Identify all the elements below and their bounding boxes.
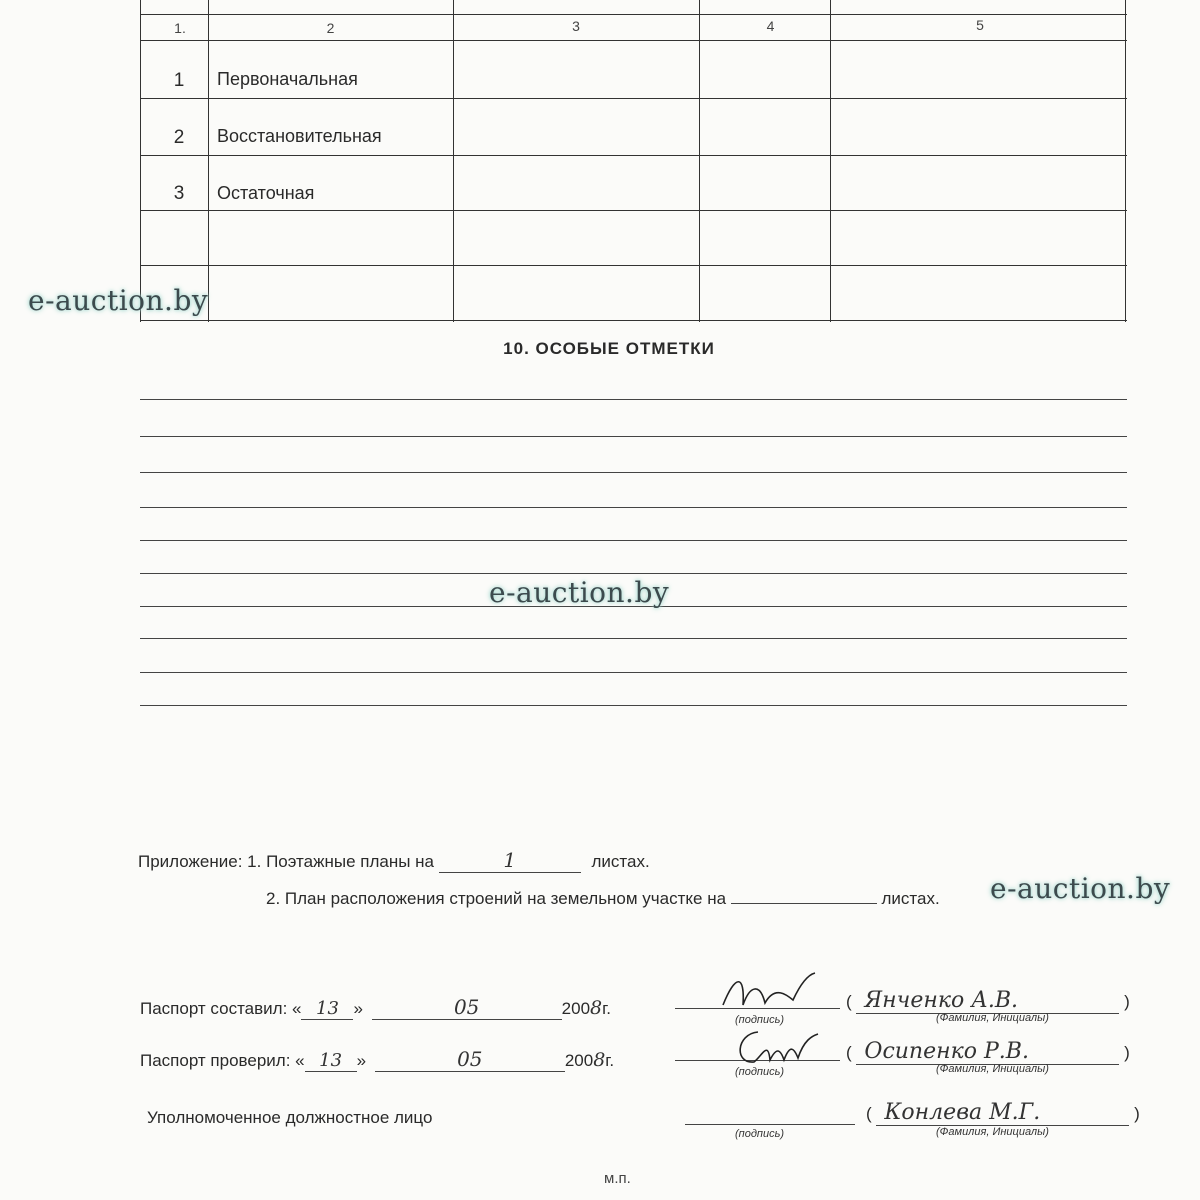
passport-checked-day: 13 [305,1050,357,1072]
column-number-2: 2 [326,20,335,36]
passport-compiled-label: Паспорт составил: « [140,999,302,1018]
signature-checked [728,1026,823,1070]
caption-signature-3: (подпись) [735,1128,785,1140]
stamp-place: м.п. [604,1170,631,1187]
authorized-official-label: Уполномоченное должностное лицо [147,1108,433,1127]
passport-compiled-day: 13 [301,998,353,1020]
caption-signature-2: (подпись) [735,1066,785,1078]
row-1-label: Первоначальная [217,69,358,89]
attachment-1-suffix: листах. [591,852,650,871]
close-paren: ) [1124,992,1130,1011]
authorized-official-name-field [866,1100,1140,1126]
caption-signature-1: (подпись) [735,1014,785,1026]
passport-checked-row [140,1047,614,1072]
passport-compiled-month: 05 [372,995,562,1020]
cost-table [140,0,1127,322]
passport-checked-label: Паспорт проверил: « [140,1051,305,1070]
caption-name-1: (Фамилия, Инициалы) [936,1012,1049,1024]
attachment-prefix: Приложение: [138,852,243,871]
passport-checked-year-suffix: г. [605,1051,615,1070]
column-number-5: 5 [976,17,984,33]
passport-checked-year-prefix: 200 [564,1051,594,1070]
close-paren: ) [1134,1104,1140,1123]
authorized-official-name: Конлева М.Г. [876,1100,1129,1126]
attachment-1-text: 1. Поэтажные планы на [247,852,435,871]
open-paren: ( [866,1104,872,1123]
passport-compiled-name: Янченко А.В. [856,988,1119,1014]
attachment-item-2 [266,889,940,909]
row-1-number: 1 [173,70,185,91]
caption-name-2: (Фамилия, Инициалы) [936,1063,1049,1075]
attachment-2-sheets [731,889,877,904]
passport-checked-year-digit: 8 [593,1049,606,1071]
passport-checked-name: Осипенко Р.В. [856,1039,1119,1065]
row-2-number: 2 [173,127,185,148]
passport-compiled-close-quote: » [353,999,363,1018]
watermark-3: e-auction.by [990,872,1171,905]
attachment-item-1 [138,848,650,873]
close-paren: ) [1124,1043,1130,1062]
attachment-1-sheets: 1 [439,848,581,873]
passport-compiled-year-digit: 8 [590,997,603,1019]
special-notes-title: 10. ОСОБЫЕ ОТМЕТКИ [503,339,715,358]
row-2-label: Восстановительная [217,126,382,146]
row-3-number: 3 [173,183,185,204]
passport-checked-month: 05 [375,1047,565,1072]
caption-name-3: (Фамилия, Инициалы) [936,1126,1049,1138]
signature-compiled [715,965,825,1015]
passport-checked-name-field [846,1039,1130,1065]
open-paren: ( [846,1043,852,1062]
column-number-4: 4 [766,18,775,34]
attachment-2-text: 2. План расположения строений на земельном участке на [266,889,727,908]
passport-compiled-row [140,995,611,1020]
open-paren: ( [846,992,852,1011]
column-number-3: 3 [572,18,580,34]
passport-compiled-year-suffix: г. [602,999,611,1018]
passport-checked-close-quote: » [356,1051,367,1070]
watermark-1: e-auction.by [28,284,209,317]
passport-compiled-name-field [846,988,1130,1014]
watermark-2: e-auction.by [489,576,670,609]
column-number-1: 1. [174,20,186,36]
attachment-2-suffix: листах. [881,889,940,908]
row-3-label: Остаточная [217,183,315,203]
passport-compiled-year-prefix: 200 [561,999,591,1018]
